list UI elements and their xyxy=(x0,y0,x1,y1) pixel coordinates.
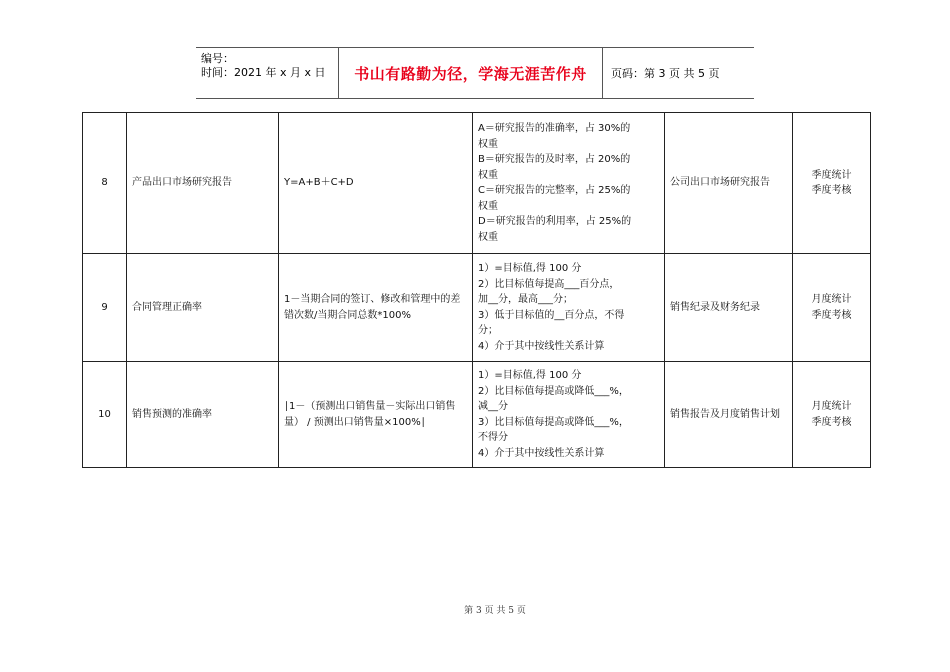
criteria-line: 1）=目标值,得 100 分 xyxy=(478,263,582,274)
kpi-table xyxy=(82,112,871,468)
criteria-line: 权重 xyxy=(478,231,498,243)
scoring-criteria xyxy=(473,362,665,468)
criteria-line: 分； xyxy=(478,325,498,336)
scoring-criteria xyxy=(473,254,665,362)
cycle-review: 季度考核 xyxy=(811,309,852,321)
criteria-line: 权重 xyxy=(478,200,498,212)
indicator-name: 合同管理正确率 xyxy=(127,254,279,362)
criteria-line: 2）比目标值每提高或降低___%， xyxy=(478,385,629,397)
cycle-stat: 季度统计 xyxy=(811,169,852,181)
scoring-criteria xyxy=(473,113,665,254)
row-number: 9 xyxy=(83,254,127,362)
cycle-stat: 月度统计 xyxy=(811,401,852,412)
criteria-line: 加__分，最高___分； xyxy=(478,294,573,305)
criteria-line: 权重 xyxy=(478,169,498,181)
criteria-line: B＝研究报告的及时率，占 20%的 xyxy=(478,154,631,165)
criteria-line: 不得分 xyxy=(478,432,508,443)
row-number: 8 xyxy=(83,113,127,254)
criteria-line: 1）=目标值,得 100 分 xyxy=(478,370,582,381)
table-row xyxy=(83,254,871,362)
cycle-stat: 月度统计 xyxy=(811,294,852,305)
assessment-cycle xyxy=(793,362,871,468)
table-row xyxy=(83,362,871,468)
criteria-line: 3）比目标值每提高或降低___%， xyxy=(478,416,629,428)
criteria-line: C＝研究报告的完整率，占 25%的 xyxy=(478,185,631,196)
criteria-line: 4）介于其中按线性关系计算 xyxy=(478,340,605,352)
criteria-line: D＝研究报告的利用率，占 25%的 xyxy=(478,216,632,227)
data-source: 销售报告及月度销售计划 xyxy=(665,362,793,468)
row-number: 10 xyxy=(83,362,127,468)
criteria-line: A＝研究报告的准确率，占 30%的 xyxy=(478,123,631,134)
indicator-formula: Y=A+B＋C+D xyxy=(279,113,473,254)
header-motto: 书山有路勤为径，学海无涯苦作舟 xyxy=(339,48,603,98)
assessment-cycle xyxy=(793,254,871,362)
number-label: 编号： xyxy=(201,52,234,65)
data-source: 销售纪录及财务纪录 xyxy=(665,254,793,362)
indicator-formula: 1－当期合同的签订、修改和管理中的差错次数/当期合同总数*100% xyxy=(279,254,473,362)
cycle-review: 季度考核 xyxy=(811,185,852,196)
indicator-name: 产品出口市场研究报告 xyxy=(127,113,279,254)
header-meta xyxy=(196,48,339,98)
criteria-line: 2）比目标值每提高___百分点， xyxy=(478,278,620,290)
header-page-number: 页码：第 3 页 共 5 页 xyxy=(611,67,720,80)
assessment-cycle xyxy=(793,113,871,254)
criteria-line: 3）低于目标值的__百分点，不得 xyxy=(478,309,625,321)
table-row xyxy=(83,113,871,254)
time-label: 时间：2021 年 x 月 x 日 xyxy=(201,66,326,79)
criteria-line: 减__分 xyxy=(478,401,508,412)
criteria-line: 权重 xyxy=(478,138,498,150)
indicator-name: 销售预测的准确率 xyxy=(127,362,279,468)
cycle-review: 季度考核 xyxy=(811,416,852,428)
data-source: 公司出口市场研究报告 xyxy=(665,113,793,254)
page-header xyxy=(196,47,754,99)
page-footer: 第 3 页 共 5 页 xyxy=(464,606,526,616)
indicator-formula: ∣1－（预测出口销售量－实际出口销售量） / 预测出口销售量×100%∣ xyxy=(279,362,473,468)
criteria-line: 4）介于其中按线性关系计算 xyxy=(478,447,605,459)
